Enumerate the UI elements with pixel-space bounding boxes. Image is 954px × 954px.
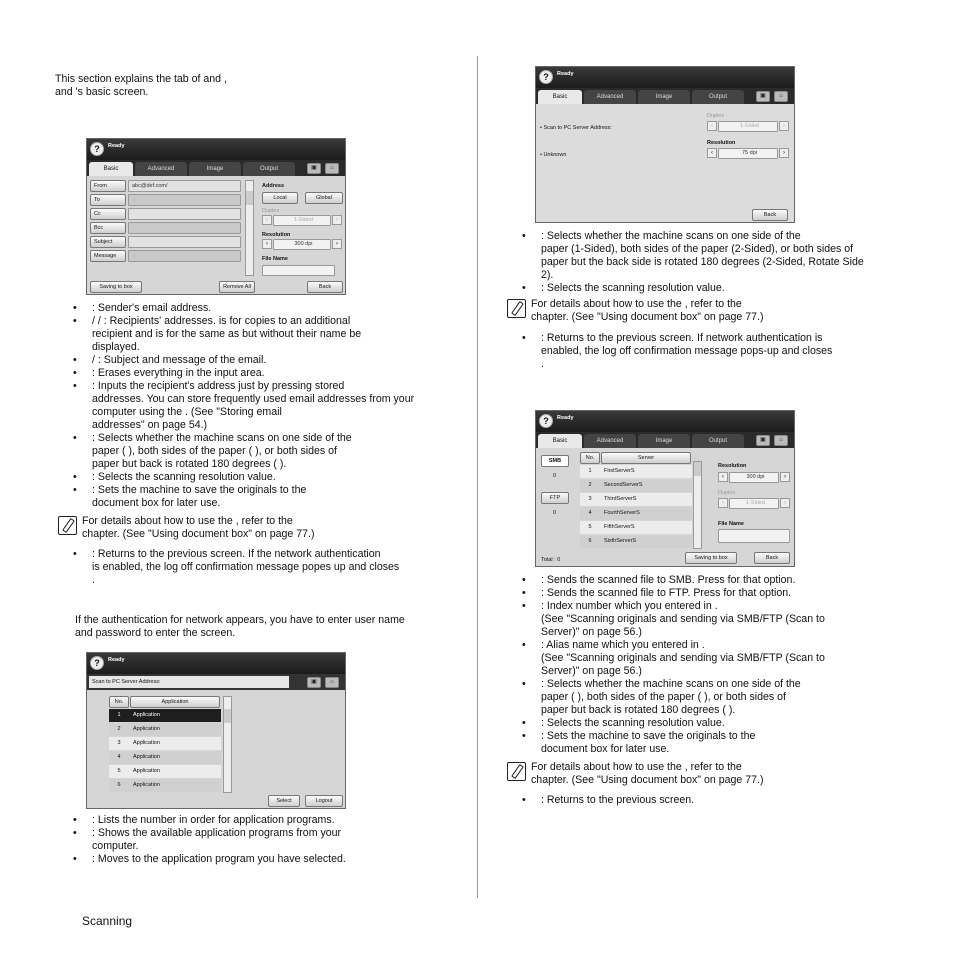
row-number: 3 xyxy=(117,740,121,746)
email-bullet-list xyxy=(73,302,453,510)
job-status-icon[interactable]: ▣ xyxy=(307,163,321,174)
resolution-label: Resolution xyxy=(707,140,736,146)
subject-field[interactable] xyxy=(128,236,241,248)
duplex-next-icon: › xyxy=(332,215,342,225)
global-button[interactable]: Global xyxy=(305,192,343,204)
row-value: Application xyxy=(133,768,160,774)
list-item: • / : Subject and message of the email. xyxy=(73,354,453,367)
tab-advanced[interactable]: Advanced xyxy=(584,434,636,448)
back-button[interactable]: Back xyxy=(307,281,343,293)
resolution-value: 300 dpi xyxy=(273,239,331,250)
table-row[interactable] xyxy=(109,737,221,750)
duplex-value: 1-Sided xyxy=(718,121,778,132)
resolution-value: 75 dpi xyxy=(718,148,778,159)
list-item: • : Selects the scanning resolution value. xyxy=(522,282,912,295)
status-text: Ready xyxy=(108,657,125,663)
col-no-header: No. xyxy=(109,696,129,708)
smb-button[interactable]: SMB xyxy=(541,455,569,467)
table-row[interactable] xyxy=(580,465,692,478)
resolution-next-icon[interactable]: › xyxy=(779,148,789,158)
row-number: 1 xyxy=(117,712,121,718)
list-item: • : Returns to the previous screen. xyxy=(522,794,912,807)
row-value: FifthServerS xyxy=(604,524,635,530)
remove-all-button[interactable]: Remove All xyxy=(219,281,255,293)
help-icon[interactable]: ? xyxy=(90,656,104,670)
list-item: • : Returns to the previous screen. If the network authentication is enabled, the log off confirmation message popes up and closes . xyxy=(73,548,453,587)
tab-image[interactable]: Image xyxy=(638,90,690,104)
scrollbar[interactable] xyxy=(223,696,232,793)
filename-label: File Name xyxy=(718,521,744,527)
duplex-prev-icon: ‹ xyxy=(707,121,717,131)
ftp-count: 0 xyxy=(553,510,557,516)
screen-header xyxy=(87,653,345,674)
row-number: 4 xyxy=(588,510,592,516)
note-icon xyxy=(507,762,526,781)
row-number: 4 xyxy=(117,754,121,760)
application-list xyxy=(109,709,221,793)
tab-image[interactable]: Image xyxy=(638,434,690,448)
list-item: • : Shows the available application programs from your computer. xyxy=(73,827,453,853)
row-number: 1 xyxy=(588,468,592,474)
row-value: Application xyxy=(133,740,160,746)
email-basic-screen xyxy=(86,138,346,295)
list-item: • : Selects whether the machine scans on one side of the paper (1-Sided), both sides of the paper (2-Sided), or both sides of paper but the back side is rotated 180 degrees (2-Sided, Rotate Side 2). xyxy=(522,230,912,282)
note-box xyxy=(507,298,907,328)
cc-button[interactable]: Cc xyxy=(90,208,126,220)
table-row[interactable] xyxy=(580,493,692,506)
back-button[interactable]: Back xyxy=(754,552,790,564)
intro-line-2: and 's basic screen. xyxy=(55,86,149,98)
home-icon[interactable]: ⌂ xyxy=(774,91,788,102)
duplex-next-icon: › xyxy=(780,498,790,508)
note-text: For details about how to use the , refer to the chapter. (See "Using document box" on page 77.) xyxy=(82,515,315,540)
saving-to-box-button[interactable]: Saving to box xyxy=(90,281,142,293)
list-item: • : Sends the scanned file to SMB. Press for that option. xyxy=(522,574,912,587)
list-item: • : Moves to the application program you have selected. xyxy=(73,853,453,866)
row-value: Application xyxy=(133,754,160,760)
duplex-label: Duplex xyxy=(262,208,280,214)
screen-header xyxy=(536,67,794,88)
auth-line-2: and password to enter the screen. xyxy=(75,627,236,639)
total-count: Total : 0 xyxy=(541,557,561,563)
filename-label: File Name xyxy=(262,256,288,262)
unknown-label: • Unknown xyxy=(540,152,567,158)
to-field[interactable] xyxy=(128,194,241,206)
duplex-next-icon: › xyxy=(779,121,789,131)
bcc-button[interactable]: Bcc xyxy=(90,222,126,234)
table-row[interactable] xyxy=(580,535,692,548)
table-row[interactable] xyxy=(109,709,221,722)
row-value: ThirdServerS xyxy=(604,496,637,502)
logout-button[interactable]: Logout xyxy=(305,795,343,807)
server-screen xyxy=(535,410,795,567)
list-item: • : Selects the scanning resolution value. xyxy=(522,717,912,730)
list-item: • : Lists the number in order for application programs. xyxy=(73,814,453,827)
app-bullet-list xyxy=(73,814,453,866)
status-text: Ready xyxy=(108,143,125,149)
back-button[interactable]: Back xyxy=(752,209,788,221)
tab-basic[interactable]: Basic xyxy=(538,434,582,448)
cc-field[interactable] xyxy=(128,208,241,220)
col-server-header: Server xyxy=(601,452,691,464)
row-value: FirstServerS xyxy=(604,468,635,474)
pc-application-screen xyxy=(86,652,346,809)
duplex-label: Duplex xyxy=(718,490,736,496)
status-text: Ready xyxy=(557,71,574,77)
row-value: Application xyxy=(133,782,160,788)
back-bullet-list xyxy=(73,548,453,587)
resolution-next-icon[interactable]: › xyxy=(332,239,342,249)
table-row[interactable] xyxy=(109,751,221,764)
home-icon[interactable]: ⌂ xyxy=(325,677,339,688)
row-number: 6 xyxy=(117,782,121,788)
home-icon[interactable]: ⌂ xyxy=(325,163,339,174)
row-value: FourthServerS xyxy=(604,510,640,516)
table-row[interactable] xyxy=(580,521,692,534)
list-item: • : Index number which you entered in . (See "Scanning originals and sending via SMB/FTP (Scan to Server)" on page 56.) xyxy=(522,600,912,639)
row-value: Application xyxy=(133,712,160,718)
pc-bullet-list xyxy=(522,230,912,295)
resolution-next-icon[interactable]: › xyxy=(780,472,790,482)
from-button[interactable]: From xyxy=(90,180,126,192)
scrollbar[interactable] xyxy=(693,461,702,549)
resolution-label: Resolution xyxy=(718,463,747,469)
ftp-button[interactable]: FTP xyxy=(541,492,569,504)
column-divider xyxy=(477,56,478,898)
resolution-value: 300 dpi xyxy=(729,472,779,483)
row-number: 2 xyxy=(117,726,121,732)
server-list xyxy=(580,465,692,549)
list-item: • : Sender's email address. xyxy=(73,302,453,315)
list-item: • / / : Recipients' addresses. is for copies to an additional recipient and is for the same as but without their name be displayed. xyxy=(73,315,453,354)
resolution-prev-icon[interactable]: ‹ xyxy=(707,148,717,158)
subject-button[interactable]: Subject xyxy=(90,236,126,248)
resolution-prev-icon[interactable]: ‹ xyxy=(262,239,272,249)
note-text: For details about how to use the , refer to the chapter. (See "Using document box" on page 77.) xyxy=(531,298,764,323)
tab-basic[interactable]: Basic xyxy=(538,90,582,104)
help-icon[interactable]: ? xyxy=(90,142,104,156)
table-row[interactable] xyxy=(109,765,221,778)
list-item: • : Alias name which you entered in . (See "Scanning originals and sending via SMB/FTP (Scan to Server)" on page 56.) xyxy=(522,639,912,678)
tab-output[interactable]: Output xyxy=(243,162,295,176)
server-address-label: • Scan to PC Server Address: xyxy=(540,125,612,131)
from-field[interactable]: abc@def.com/ xyxy=(128,180,241,192)
duplex-prev-icon: ‹ xyxy=(718,498,728,508)
resolution-prev-icon[interactable]: ‹ xyxy=(718,472,728,482)
auth-line-1: If the authentication for network appears, you have to enter user name xyxy=(75,614,405,626)
help-icon[interactable]: ? xyxy=(539,70,553,84)
table-row[interactable] xyxy=(109,779,221,792)
list-item: • : Erases everything in the input area. xyxy=(73,367,453,380)
server-address-title: Scan to PC Server Address: xyxy=(89,676,289,688)
list-item: • : Selects whether the machine scans on one side of the paper ( ), both sides of the paper ( ), or both sides of paper but back is rotated 180 degrees ( ). xyxy=(522,678,912,717)
row-number: 6 xyxy=(588,538,592,544)
row-number: 3 xyxy=(588,496,592,502)
row-number: 5 xyxy=(588,524,592,530)
message-button[interactable]: Message xyxy=(90,250,126,262)
col-no-header: No. xyxy=(580,452,600,464)
list-item: • : Selects the scanning resolution value. xyxy=(73,471,453,484)
duplex-label: Duplex xyxy=(707,113,725,119)
address-label: Address xyxy=(262,183,285,189)
intro-line-1: This section explains the tab of and , xyxy=(55,73,227,85)
status-text: Ready xyxy=(557,415,574,421)
screen-header xyxy=(536,411,794,432)
message-field[interactable] xyxy=(128,250,241,262)
resolution-label: Resolution xyxy=(262,232,291,238)
row-value: SecondServerS xyxy=(604,482,643,488)
local-button[interactable]: Local xyxy=(262,192,298,204)
duplex-prev-icon: ‹ xyxy=(262,215,272,225)
list-item: • : Sets the machine to save the originals to the document box for later use. xyxy=(522,730,912,756)
list-item: • : Inputs the recipient's address just by pressing stored addresses. You can store frequently used email addresses from your computer using the . (See "Storing email addresses" on page 54.) xyxy=(73,380,453,432)
note-icon xyxy=(58,516,77,535)
row-value: SixthServerS xyxy=(604,538,637,544)
home-icon[interactable]: ⌂ xyxy=(774,435,788,446)
note-icon xyxy=(507,299,526,318)
filename-field[interactable] xyxy=(718,529,790,543)
to-button[interactable]: To xyxy=(90,194,126,206)
server-bullet-list xyxy=(522,574,912,756)
job-status-icon[interactable]: ▣ xyxy=(756,435,770,446)
tab-advanced[interactable]: Advanced xyxy=(584,90,636,104)
row-value: Application xyxy=(133,726,160,732)
filename-field[interactable] xyxy=(262,265,335,276)
tab-advanced[interactable]: Advanced xyxy=(135,162,187,176)
row-number: 2 xyxy=(588,482,592,488)
job-status-icon[interactable]: ▣ xyxy=(756,91,770,102)
back-bullet-list xyxy=(522,794,912,807)
duplex-value: 1-Sided xyxy=(729,498,779,509)
tab-basic[interactable]: Basic xyxy=(89,162,133,176)
select-button[interactable]: Select xyxy=(268,795,300,807)
list-item: • : Returns to the previous screen. If network authentication is enabled, the log off confirmation message pops-up and closes . xyxy=(522,332,912,371)
tab-output[interactable]: Output xyxy=(692,434,744,448)
footer-section-name: Scanning xyxy=(82,914,133,928)
table-row[interactable] xyxy=(580,479,692,492)
duplex-value: 1-Sided xyxy=(273,215,331,226)
tab-image[interactable]: Image xyxy=(189,162,241,176)
col-application-header: Application xyxy=(130,696,220,708)
pc-basic-screen xyxy=(535,66,795,223)
note-box xyxy=(507,761,907,791)
smb-count: 0 xyxy=(553,473,557,479)
tab-output[interactable]: Output xyxy=(692,90,744,104)
back-bullet-list xyxy=(522,332,912,371)
table-row[interactable] xyxy=(580,507,692,520)
bcc-field[interactable] xyxy=(128,222,241,234)
screen-header xyxy=(87,139,345,160)
saving-to-box-button[interactable]: Saving to box xyxy=(685,552,737,564)
note-text: For details about how to use the , refer to the chapter. (See "Using document box" on page 77.) xyxy=(531,761,764,786)
job-status-icon[interactable]: ▣ xyxy=(307,677,321,688)
list-item: • : Selects whether the machine scans on one side of the paper ( ), both sides of the paper ( ), or both sides of paper but back is rotated 180 degrees ( ). xyxy=(73,432,453,471)
note-box xyxy=(58,515,458,545)
table-row[interactable] xyxy=(109,723,221,736)
list-item: • : Sends the scanned file to FTP. Press for that option. xyxy=(522,587,912,600)
row-number: 5 xyxy=(117,768,121,774)
help-icon[interactable]: ? xyxy=(539,414,553,428)
list-item: • : Sets the machine to save the originals to the document box for later use. xyxy=(73,484,453,510)
scrollbar[interactable] xyxy=(245,180,254,276)
